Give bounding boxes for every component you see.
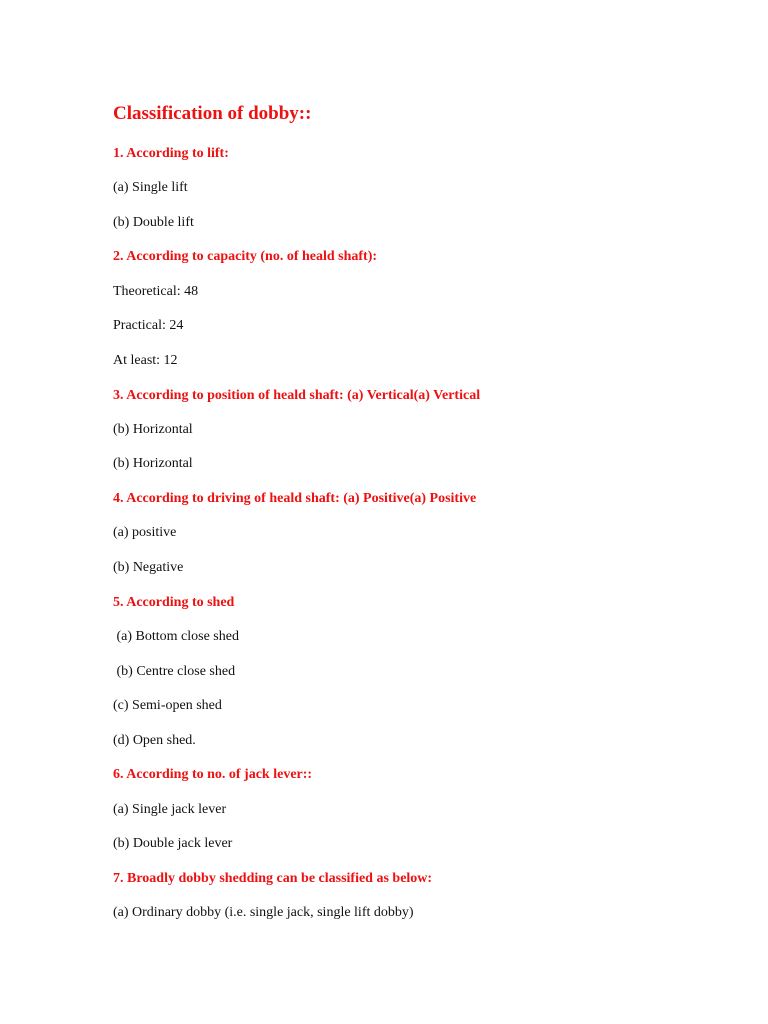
list-item: (b) Double lift (113, 215, 194, 230)
page-title: Classification of dobby:: (113, 103, 312, 124)
list-item: (b) Negative (113, 560, 184, 575)
section-heading: 6. According to no. of jack lever:: (113, 767, 313, 782)
list-item: (a) Bottom close shed (113, 629, 239, 644)
list-item: (a) positive (113, 525, 177, 540)
list-item: (d) Open shed. (113, 733, 196, 748)
section-heading: 7. Broadly dobby shedding can be classified as below: (113, 871, 433, 886)
list-item: (a) Single lift (113, 180, 188, 195)
list-item: (a) Ordinary dobby (i.e. single jack, single lift dobby) (113, 905, 414, 920)
list-item: Practical: 24 (113, 318, 184, 333)
list-item: (b) Horizontal (113, 456, 193, 471)
section-heading: 4. According to driving of heald shaft: (a) Positive(a) Positive (113, 491, 477, 506)
list-item: Theoretical: 48 (113, 284, 199, 299)
section-heading: 1. According to lift: (113, 146, 229, 161)
list-item: (b) Horizontal (113, 422, 193, 437)
list-item: (b) Centre close shed (113, 664, 236, 679)
section-heading: 2. According to capacity (no. of heald shaft): (113, 249, 378, 264)
list-item: (b) Double jack lever (113, 836, 233, 851)
section-heading: 5. According to shed (113, 595, 235, 610)
list-item: (c) Semi-open shed (113, 698, 222, 713)
list-item: (a) Single jack lever (113, 802, 227, 817)
list-item: At least: 12 (113, 353, 178, 368)
section-heading: 3. According to position of heald shaft: (a) Vertical(a) Vertical (113, 388, 481, 403)
